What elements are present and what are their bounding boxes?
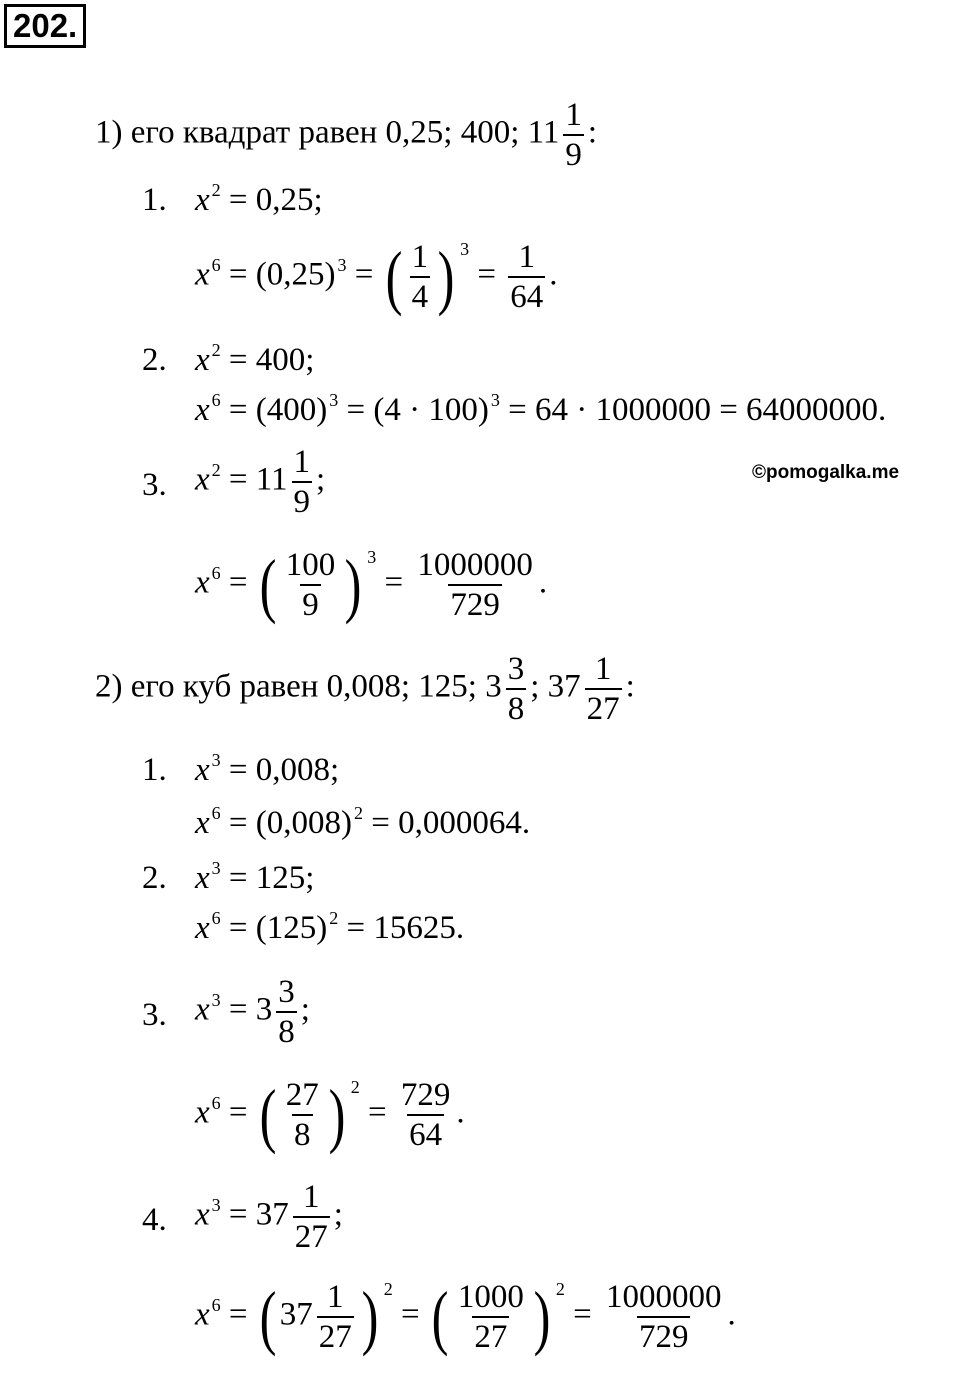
p2-item1-result: x $^6$ = (0,008) $^2$ = 0,000064. — [195, 803, 531, 841]
p1-item2-number: 2. — [142, 342, 167, 378]
p2-item2-equation: x $^3$ = 125; — [195, 858, 315, 896]
p1-item1-number: 1. — [142, 182, 167, 218]
p2-item4-equation: x $^3$ = 37 $\frac{1}{27}$ ; — [195, 1179, 343, 1255]
p1-item1-equation: x $^2$ = 0,25; — [195, 180, 323, 218]
p2-item4-result: x $^6$ = ( 37 $\frac{1}{27}$ ) $^2$ = ( $\frac{1000}{27}$ ) $^2$ = $\frac{1000000}{729}$ . — [195, 1277, 736, 1357]
p2-item3-equation: x $^3$ = 3 $\frac{3}{8}$ ; — [195, 974, 310, 1050]
p2-item2-result: x $^6$ = (125) $^2$ = 15625. — [195, 908, 465, 946]
p2-item2-number: 2. — [142, 860, 167, 896]
part1-text: его квадрат равен 0,25; 400; 11 — [130, 114, 560, 151]
p1-item3-result: x $^6$ = ( $\frac{100}{9}$ ) $^3$ = $\frac{1000000}{729}$ . — [195, 545, 548, 625]
part1-fraction: $\frac{1}{9}$ — [565, 97, 582, 173]
p1-item2-equation: x $^2$ = 400; — [195, 340, 315, 378]
part2-header: 2) его куб равен 0,008; 125; 3 $\frac{3}{8}$ ; 37 $\frac{1}{27}$ : — [95, 651, 635, 727]
part1-header: 1) его квадрат равен 0,25; 400; 11 $\frac{1}{9}$ : — [95, 97, 598, 173]
watermark: ©pomogalka.me — [752, 462, 900, 483]
part2-label: 2) — [95, 668, 123, 705]
p2-item3-number: 3. — [142, 997, 167, 1033]
problem-number: 202. — [4, 4, 86, 48]
p1-item3-equation: x $^2$ = 11 $\frac{1}{9}$ ; — [195, 444, 326, 520]
p2-item1-equation: x $^3$ = 0,008; — [195, 750, 340, 788]
p2-item1-number: 1. — [142, 752, 167, 788]
part1-label: 1) — [95, 114, 123, 151]
p1-item2-result: x $^6$ = (400) $^3$ = (4 · 100) $^3$ = 64 · 1000000 = 64000000. — [195, 390, 887, 428]
p2-item3-result: x $^6$ = ( $\frac{27}{8}$ ) $^2$ = $\frac{729}{64}$ . — [195, 1075, 465, 1155]
part2-text: его куб равен 0,008; 125; 3 — [130, 668, 502, 705]
p2-item4-number: 4. — [142, 1202, 167, 1238]
p1-item3-number: 3. — [142, 467, 167, 503]
p1-item1-result: x $^6$ = (0,25) $^3$ = ( $\frac{1}{4}$ ) $^3$ = $\frac{1}{64}$ . — [195, 237, 558, 317]
